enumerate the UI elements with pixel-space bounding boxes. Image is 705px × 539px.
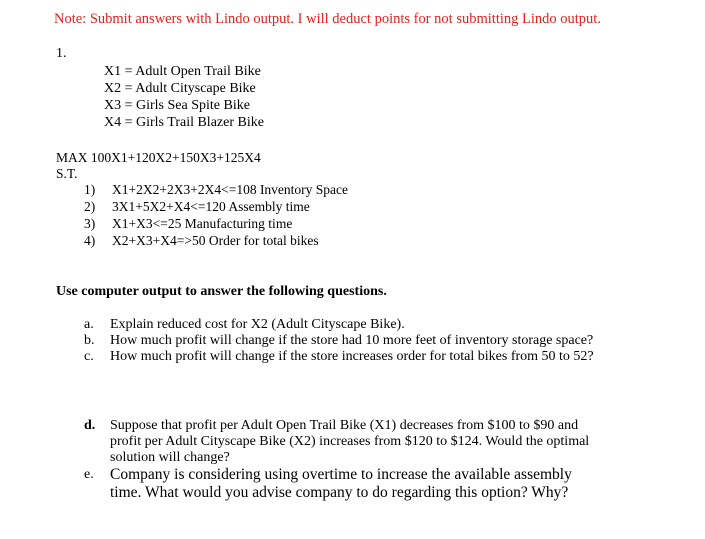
question-text: Suppose that profit per Adult Open Trail Bike (X1) decreases from $100 to $90 and profit per Adult Cityscape Bike (X2) increases from $120 to $124. Would the optimal solution will change? <box>110 418 590 465</box>
question-label: b. <box>84 333 95 348</box>
question-label: c. <box>84 349 94 364</box>
question-text: Explain reduced cost for X2 (Adult Cityscape Bike). <box>110 317 405 332</box>
submission-note: Note: Submit answers with Lindo output. I will deduct points for not submitting Lindo output. <box>54 11 601 27</box>
constraint-text: 3X1+5X2+X4<=120 Assembly time <box>112 199 310 214</box>
questions-group-1 <box>84 317 596 365</box>
question-item <box>84 349 596 365</box>
question-text: How much profit will change if the store increases order for total bikes from 50 to 52? <box>110 349 594 364</box>
instruction-heading: Use computer output to answer the following questions. <box>56 284 387 299</box>
variable-definition: X4 = Girls Trail Blazer Bike <box>104 115 264 130</box>
constraint-row <box>84 232 348 249</box>
constraint-number: 3) <box>84 216 96 231</box>
constraint-number: 1) <box>84 182 96 197</box>
constraint-row <box>84 181 348 198</box>
constraint-text: X1+2X2+2X3+2X4<=108 Inventory Space <box>112 182 349 197</box>
question-text: Company is considering using overtime to increase the available assembly time. What would you advise company to do regarding this option? Why? <box>110 466 572 501</box>
constraint-text: X1+X3<=25 Manufacturing time <box>112 216 293 231</box>
constraint-row <box>84 198 348 215</box>
constraint-number: 2) <box>84 199 96 214</box>
question-label: a. <box>84 317 94 332</box>
questions-group-2 <box>84 418 599 502</box>
constraint-row <box>84 215 348 232</box>
question-item <box>84 466 599 502</box>
constraint-text: X2+X3+X4=>50 Order for total bikes <box>112 233 319 248</box>
question-text: How much profit will change if the store had 10 more feet of inventory storage space? <box>110 333 594 348</box>
problem-number: 1. <box>56 46 67 61</box>
question-item <box>84 333 596 349</box>
question-item <box>84 418 599 466</box>
variable-definition: X2 = Adult Cityscape Bike <box>104 81 256 96</box>
question-label: d. <box>84 418 96 433</box>
subject-to-label: S.T. <box>56 166 78 181</box>
variable-definition: X3 = Girls Sea Spite Bike <box>104 98 250 113</box>
variable-definitions <box>104 63 264 131</box>
objective-function: MAX 100X1+120X2+150X3+125X4 <box>56 150 261 165</box>
constraints-list <box>84 181 348 249</box>
constraint-number: 4) <box>84 233 96 248</box>
question-item <box>84 317 596 333</box>
variable-definition: X1 = Adult Open Trail Bike <box>104 64 261 79</box>
question-label: e. <box>84 467 94 482</box>
